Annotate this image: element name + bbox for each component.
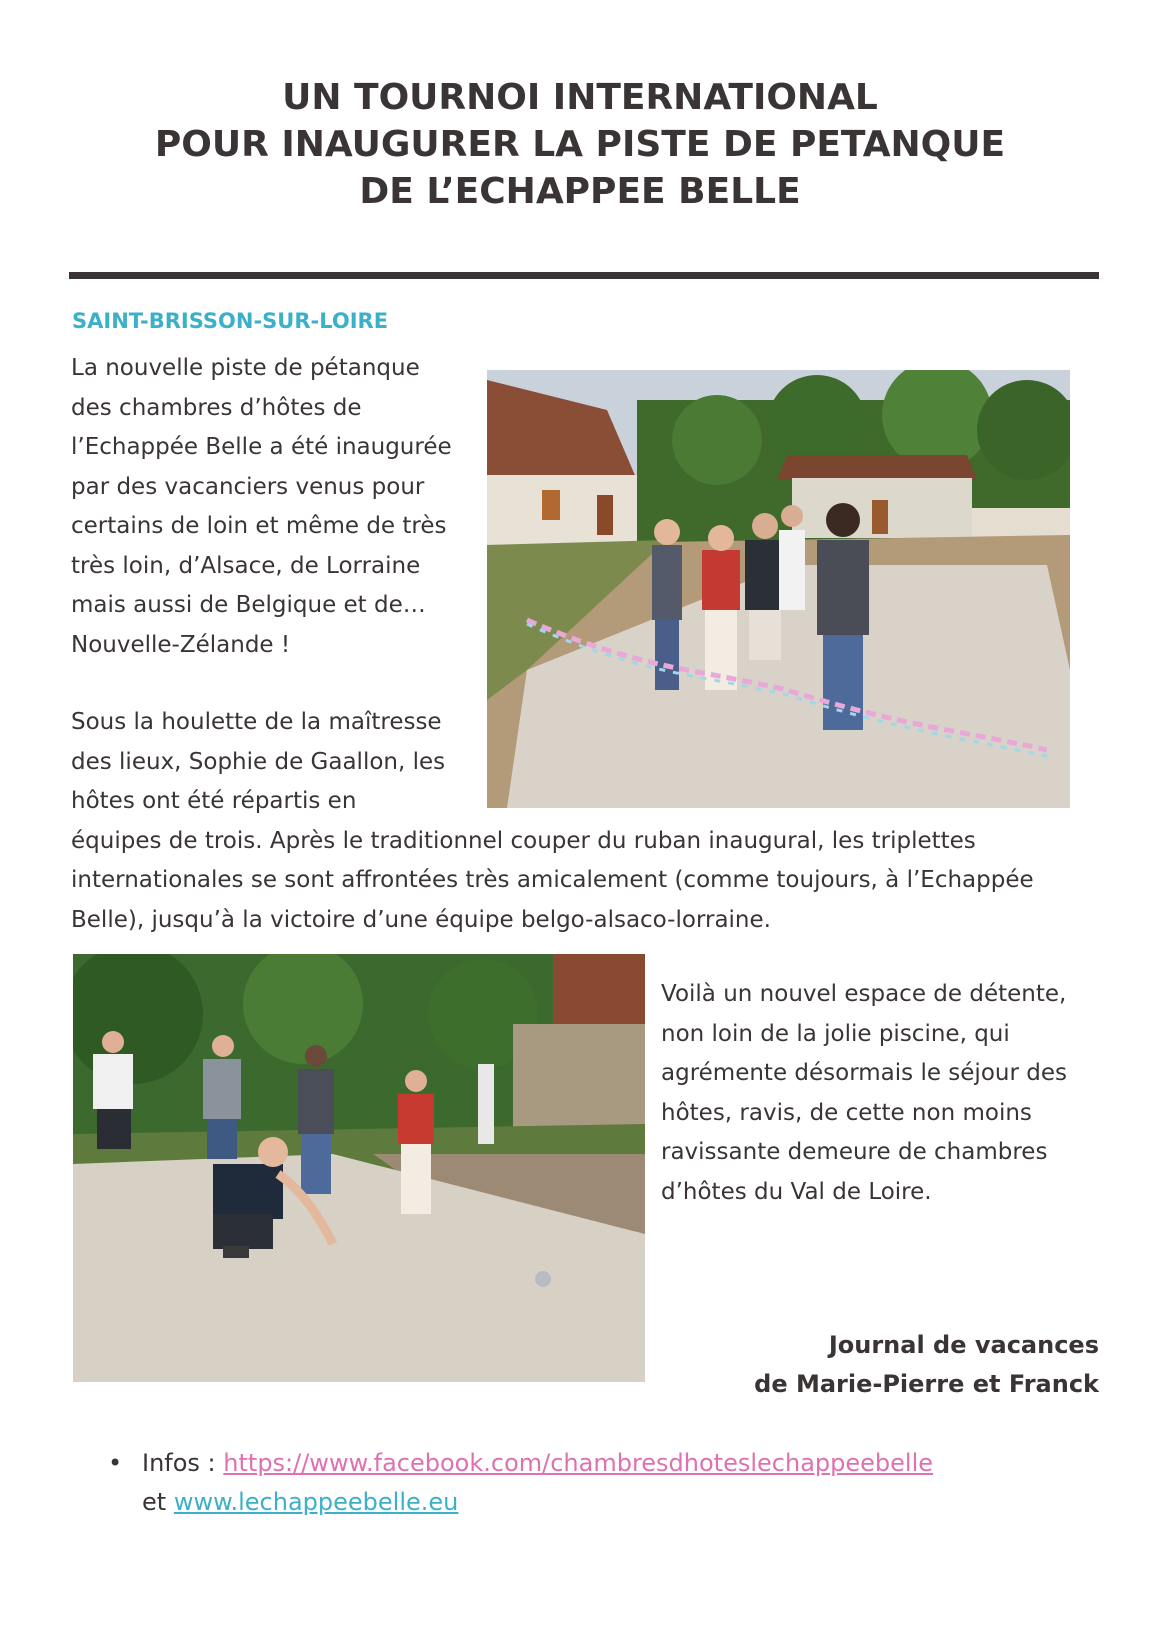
text-line: certains de loin et même de très xyxy=(71,513,447,539)
text-line: Nouvelle-Zélande ! xyxy=(71,631,291,658)
text-line: Belle), jusqu’à la victoire d’une équipe belgo-alsaco-lorraine. xyxy=(71,906,771,933)
text-line: d’hôtes du Val de Loire. xyxy=(661,1178,932,1205)
text-line: agrémente désormais le séjour des xyxy=(661,1060,1067,1086)
paragraph-intro xyxy=(71,349,452,665)
photo-inauguration-group xyxy=(487,370,1070,808)
photo-inauguration-image xyxy=(487,370,1070,808)
page-title xyxy=(0,74,1160,215)
infos-line-2 xyxy=(108,1483,933,1522)
text-line: hôtes, ravis, de cette non moins xyxy=(661,1099,1032,1126)
signature-line-1: Journal de vacances xyxy=(828,1331,1099,1359)
infos-connector: et xyxy=(142,1488,174,1516)
photo-player-crouching xyxy=(73,954,645,1382)
text-line: mais aussi de Belgique et de… xyxy=(71,592,426,618)
text-line: La nouvelle piste de pétanque xyxy=(71,355,420,381)
website-link[interactable]: www.lechappeebelle.eu xyxy=(173,1488,459,1516)
signature-line-2: de Marie-Pierre et Franck xyxy=(754,1370,1099,1398)
text-line: ravissante demeure de chambres xyxy=(661,1139,1048,1165)
text-line: l’Echappée Belle a été inaugurée xyxy=(71,434,452,460)
text-line: des chambres d’hôtes de xyxy=(71,394,362,421)
text-line: par des vacanciers venus pour xyxy=(71,473,425,500)
title-line-2: POUR INAUGURER LA PISTE DE PETANQUE xyxy=(154,124,1006,165)
paragraph-closing xyxy=(661,975,1067,1212)
text-line: non loin de la jolie piscine, qui xyxy=(661,1020,1010,1047)
title-line-3: DE L’ECHAPPEE BELLE xyxy=(359,171,801,212)
location-label: SAINT-BRISSON-SUR-LOIRE xyxy=(72,309,389,333)
text-line: très loin, d’Alsace, de Lorraine xyxy=(71,552,421,579)
facebook-link[interactable]: https://www.facebook.com/chambresdhoteslechappeebelle xyxy=(223,1449,934,1477)
text-line: Voilà un nouvel espace de détente, xyxy=(661,981,1067,1007)
infos-line-1 xyxy=(108,1444,933,1483)
text-line: des lieux, Sophie de Gaallon, les xyxy=(71,748,446,775)
title-divider xyxy=(69,272,1099,279)
text-line: hôtes ont été répartis en xyxy=(71,788,357,814)
photo-player-image xyxy=(73,954,645,1382)
title-line-1: UN TOURNOI INTERNATIONAL xyxy=(282,77,878,118)
text-line: internationales se sont affrontées très amicalement (comme toujours, à l’Echappée xyxy=(71,867,1034,893)
signature xyxy=(754,1326,1099,1404)
infos-list-item xyxy=(108,1444,933,1522)
text-line: équipes de trois. Après le traditionnel couper du ruban inaugural, les triplettes xyxy=(71,827,976,854)
bullet-icon: • xyxy=(108,1449,123,1477)
infos-label: Infos : xyxy=(142,1449,224,1477)
text-line: Sous la houlette de la maîtresse xyxy=(71,709,442,735)
